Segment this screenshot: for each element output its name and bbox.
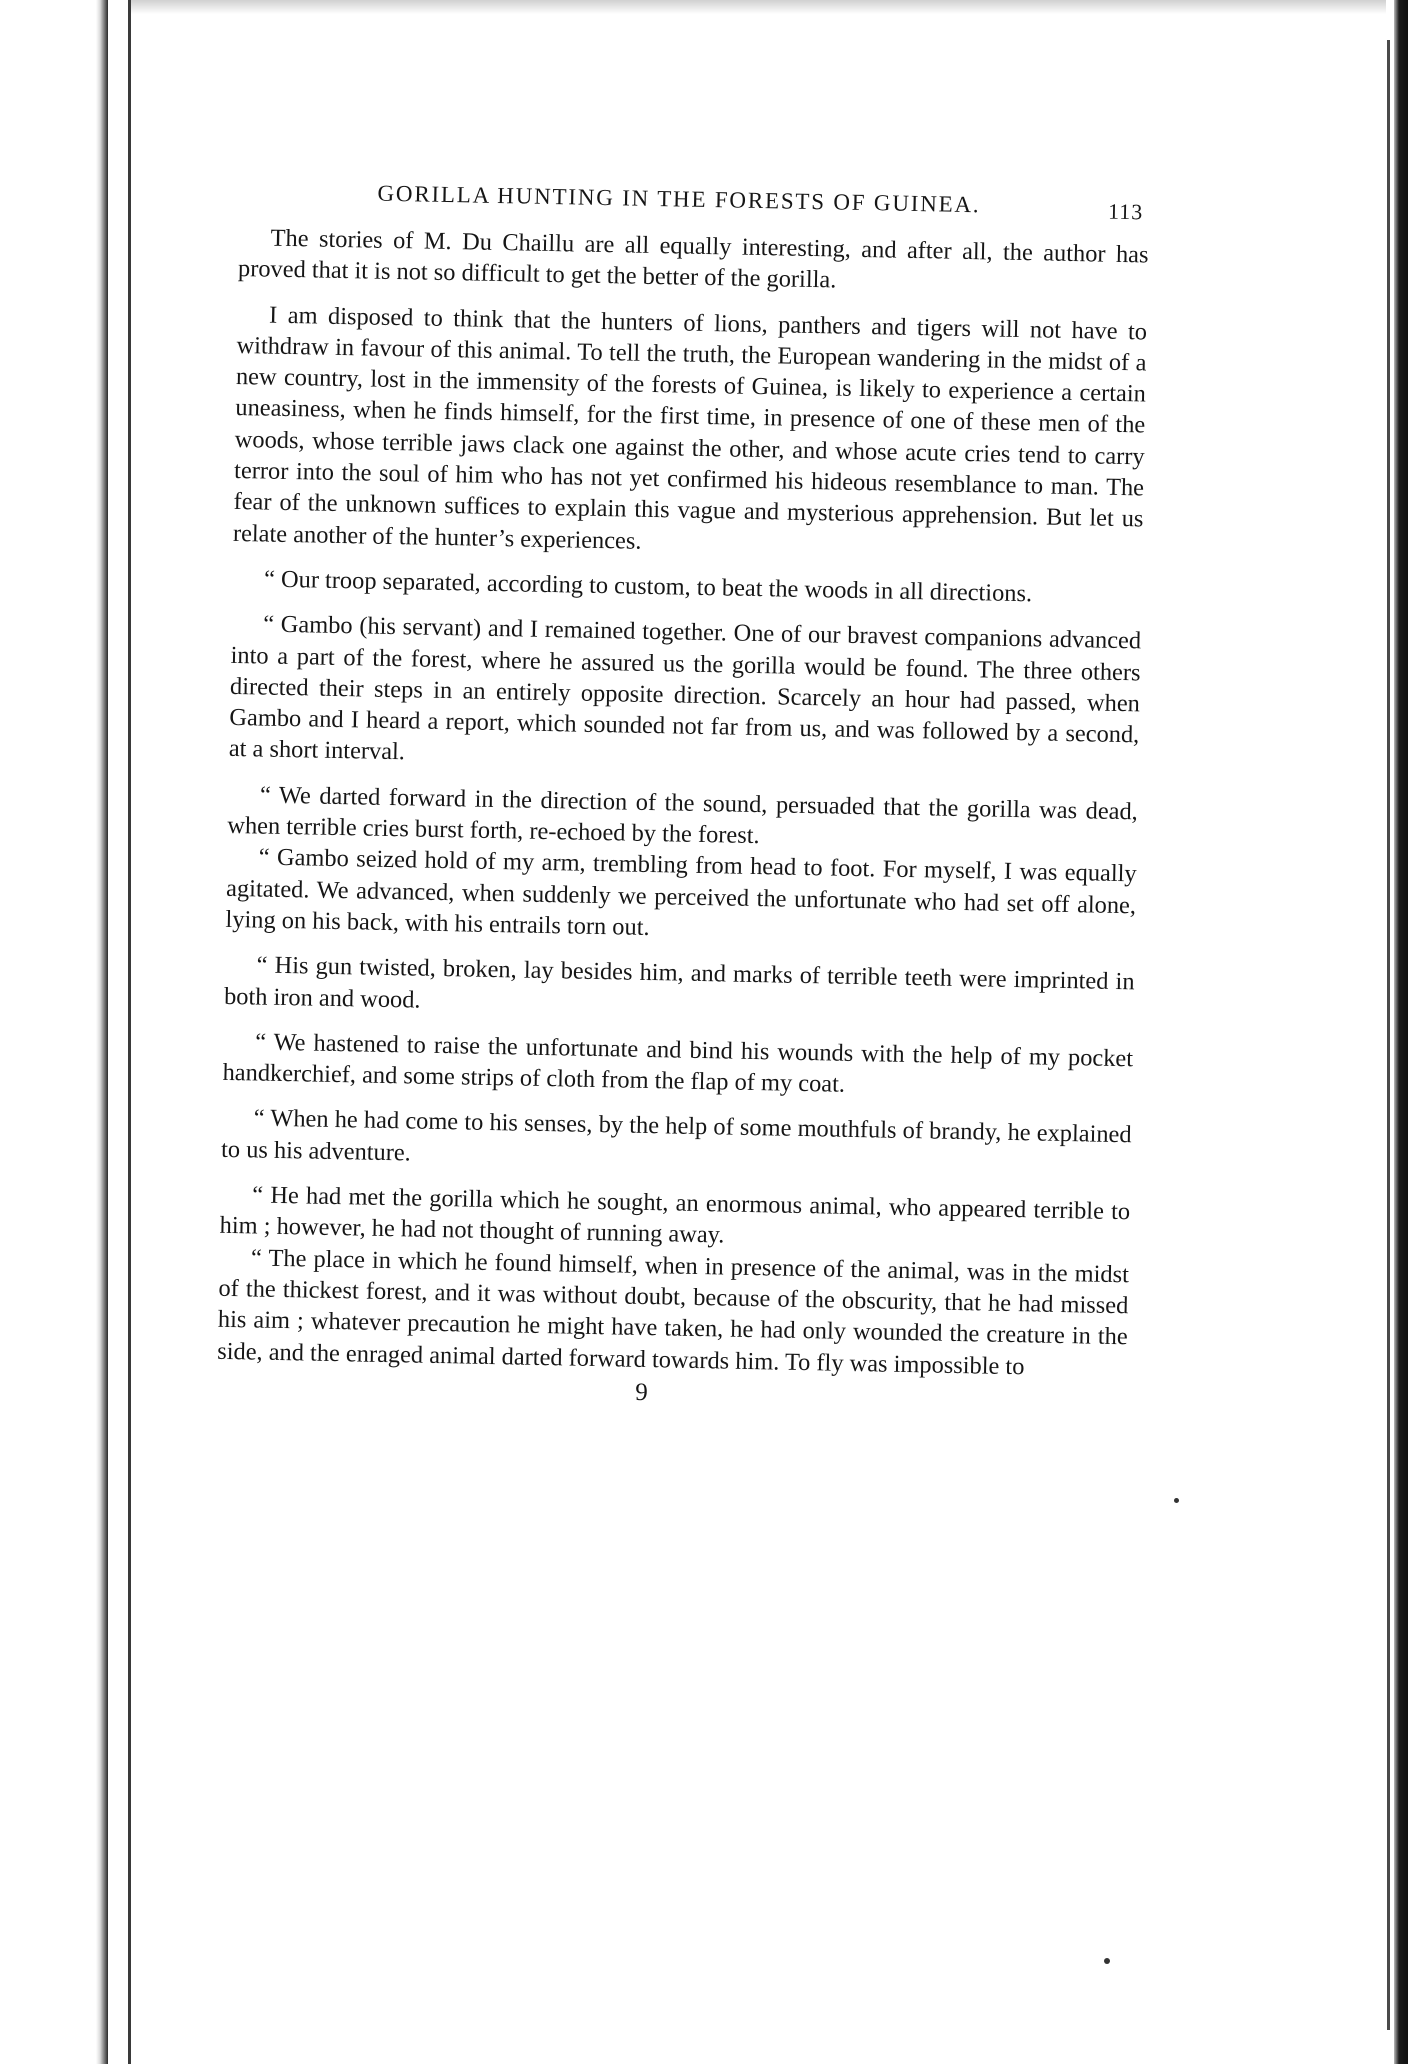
binding-edge <box>1394 0 1408 2064</box>
page-edge-line <box>1387 40 1390 2030</box>
paragraph-2: I am disposed to think that the hunters of lions, panthers and tigers will not have to withdraw in favour of this animal. To tell the truth, the European wandering in the midst of a new country, lost in the immensity of the forests of Guinea, is likely to experience a certain uneasiness, when he finds himself, for the first time, in presence of one of these men of the woods, whose terrible jaws clack one against the other, and whose acute cries tend to carry terror into the soul of him who has not yet confirmed his hideous resemblance to man. The fear of the unknown suffices to explain this vague and mysterious apprehension. But let us relate another of the hunter’s experiences. <box>232 301 1148 555</box>
paragraph-8: “ We hastened to raise the unfortunate and bind his wounds with the help of my pocket handkerchief, and some strips of cloth from the flap of my coat. <box>222 1028 1134 1098</box>
gutter-line <box>128 0 131 2064</box>
dust-speck <box>1174 1498 1179 1503</box>
dust-speck <box>1104 1958 1110 1964</box>
page-body <box>216 168 1149 1416</box>
paragraph-10: “ He had met the gorilla which he sought, an enormous animal, who appeared terrible to him ; however, he had not thought of running away. <box>219 1181 1131 1249</box>
signature-mark: 9 <box>635 1378 649 1406</box>
paragraph-1: The stories of M. Du Chaillu are all equally interesting, and after all, the author has proved that it is not so difficult to get the better of the gorilla. <box>237 224 1149 294</box>
running-title: GORILLA HUNTING IN THE FORESTS OF GUINEA. <box>377 180 981 218</box>
page-number: 113 <box>1107 198 1144 225</box>
top-shadow <box>131 0 1386 14</box>
paragraph-6: “ Gambo seized hold of my arm, trembling from head to foot. For myself, I was equally agitated. We advanced, when suddenly we perceived the unfortunate who had set off alone, lying on his back, with his entrails torn out. <box>225 843 1137 941</box>
body-text <box>217 222 1149 1384</box>
paragraph-11: “ The place in which he found himself, when in presence of the animal, was in the midst of the thickest forest, and it was without doubt, because of the obscurity, that he had missed his aim ; whatever precaution he might have taken, he had only wounded the creature in the side, and the enraged animal darted forward towards him. To fly was impossible to <box>217 1244 1130 1380</box>
paragraph-5: “ We darted forward in the direction of the sound, persuaded that the gorilla was dead, when terrible cries burst forth, re-echoed by the forest. <box>227 781 1139 850</box>
paragraph-7: “ His gun twisted, broken, lay besides him, and marks of terrible teeth were imprinted in both iron and wood. <box>223 951 1135 1014</box>
paragraph-9: “ When he had come to his senses, by the help of some mouthfuls of brandy, he explained to us his adventure. <box>220 1104 1132 1167</box>
paragraph-4: “ Gambo (his servant) and I remained together. One of our bravest companions advanced into a part of the forest, where he assured us the gorilla would be found. The three others directed their steps in an entirely opposite direction. Scarcely an hour had passed, when Gambo and I heard a report, which sounded not far from us, and was followed by a second, at a short interval. <box>228 610 1142 766</box>
previous-page-edge <box>0 0 108 2064</box>
paragraph-3: “ Our troop separated, according to custom, to beat the woods in all directions. <box>263 565 1033 608</box>
